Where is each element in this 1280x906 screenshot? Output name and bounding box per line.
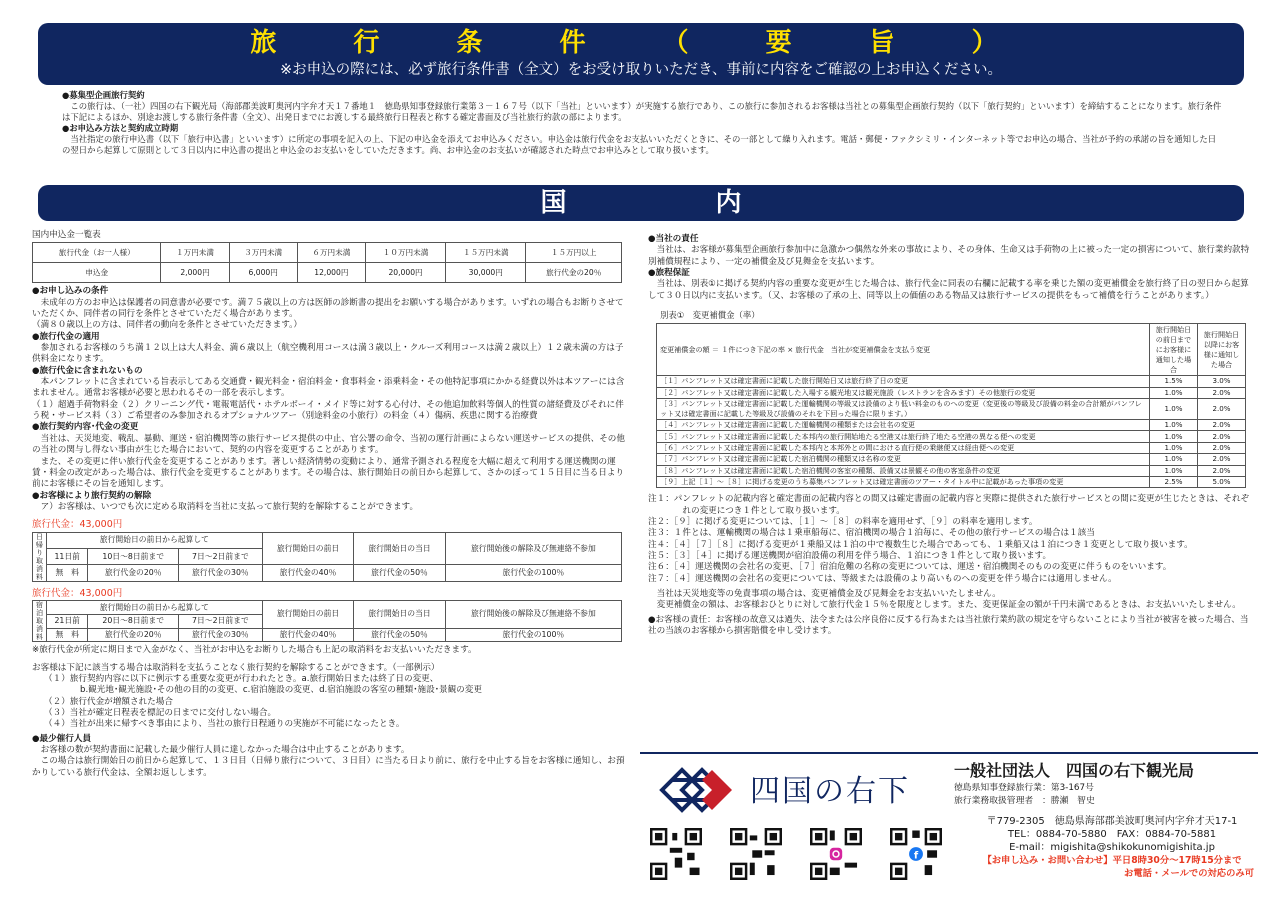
table-cell: 旅行開始日の前日から起算して xyxy=(47,601,263,615)
table-cell: 旅行代金（お一人様） xyxy=(33,243,161,263)
table-row xyxy=(33,243,622,263)
table-row xyxy=(657,465,1246,476)
table-row xyxy=(657,454,1246,465)
table-cell: 1.0% xyxy=(1150,387,1198,398)
table-cell: 1.0% xyxy=(1150,398,1198,419)
table-cell: 7日〜2日前まで xyxy=(178,549,262,565)
table-cell: 30,000円 xyxy=(446,263,526,283)
table-row xyxy=(657,431,1246,442)
list-item: 注２：［９］に掲げる変更については、［１］〜［８］の料率を適用せず、［９］の料率を適用します。 xyxy=(648,516,1038,527)
compensation-table xyxy=(656,323,1246,488)
section-text: ●お客様の責任：お客様の故意又は過失、法令または公序良俗に反する行為または当社旅行業約款の規定を守らないことにより当社が被害を被った場合、当社の当該のお客様から損害賠償を申し受けます。 xyxy=(648,614,1249,637)
section-text: 当社は、お客様が募集型企画旅行参加中に急激かつ偶然な外来の事故により、その身体、生命又は手荷物の上に被った一定の損害について、旅行業約款特別補償規程により、一定の補償金及び見舞金を支払います。 xyxy=(648,245,1250,267)
org-name: 一般社団法人 四国の右下観光局 xyxy=(954,761,1195,780)
table-cell: ［４］パンフレット又は確定書面に記載した運輸機関の種類または会社名の変更 xyxy=(657,419,1150,430)
table-row xyxy=(33,601,622,615)
table-cell: 1.0% xyxy=(1150,465,1198,476)
table-cell: ［９］上記［１］〜［８］に掲げる変更のうち募集パンフレット又は確定書面のツアー・タイトル中に記載があった事項の変更 xyxy=(657,476,1150,487)
table-row xyxy=(657,476,1246,487)
contact-info xyxy=(962,815,1262,880)
section-text: 当社は天災地変等の免責事項の場合は、変更補償金及び見舞金をお支払いいたしません。 xyxy=(656,589,1001,600)
table-cell: 旅行代金の20％ xyxy=(88,628,179,642)
left-column xyxy=(32,230,632,779)
compensation-table-title: 別表① 変更補償金（率） xyxy=(660,310,760,321)
intro-text-1: この旅行は、（一社）四国の右下観光局（海部郡美波町奥河内字弁才天１７番地１ 徳島県知事登録旅行業第３－１６７号（以下「当社」といいます）が実施する旅行であり、この旅行に参加されるお客様は当社との募集型企画旅行契約（以下「旅行契約」といいます）を締結することになります。旅行条件は下記によるほか、別途お渡しする旅行条件書（全文）、出発日までにお渡しする最終旅行日程表と称する確定書面及び当社旅行約款の部によります。 xyxy=(62,101,1222,123)
table-cell: 旅行代金の30％ xyxy=(178,628,262,642)
cancel-note: ※旅行代金が所定に期日まで入金がなく、当社がお申込をお断りした場合も上記の取消料をお支払いいただきます。 xyxy=(32,645,477,656)
section-text: 当社は、天災地変、戦乱、暴動、運送・宿泊機関等の旅行サービス提供の中止、官公署の命令、当初の運行計画によらない運送サービスの提供、その他の当社の関与し得ない事由が生じた場合において、契約の内容を変更することがあります。 xyxy=(32,433,625,456)
org-registration: 徳島県知事登録旅行業：第3-167号 xyxy=(954,783,1094,793)
intro-section xyxy=(62,90,1222,157)
list-item: 注３：１件とは、運輸機関の場合は１乗車船毎に、宿泊機関の場合１泊毎に、その他の旅行サービスの場合は１該当 xyxy=(648,528,1095,539)
section-heading: ●最少催行人員 xyxy=(32,733,92,744)
list-item: （３）当社が確定日程表を標記の日までに交付しない場合。 xyxy=(44,708,277,718)
table-cell: ［６］パンフレット又は確定書面に記載した本邦内と本邦外との間における直行便の乗継便又は経由便への変更 xyxy=(657,442,1150,453)
contact-method-note: お電話・メールでの対応のみ可 xyxy=(1124,868,1254,879)
table-row xyxy=(657,419,1246,430)
table-cell: 12,000円 xyxy=(297,263,365,283)
list-item: （２）旅行代金が増額された場合 xyxy=(44,696,173,707)
page-subtitle: ※お申込の際には、必ず旅行条件書（全文）をお受け取りいただき、事前に内容をご確認の上お申込ください。 xyxy=(279,62,1003,78)
section-text: 当社は、別表①に掲げる契約内容の重要な変更が生じた場合は、旅行代金に同表の右欄に記載する率を乗じた額の変更補償金を旅行終了日の翌日から起算して３０日以内に支払います。（又、お客様の了承の上、同等以上の価値のある物品又は旅行サービスの提供をもって補償を行うことがあります。） xyxy=(648,279,1249,301)
organization-info xyxy=(954,760,1254,808)
table-cell: 2,000円 xyxy=(161,263,229,283)
intro-text-2: 当社指定の旅行申込書（以下「旅行申込書」といいます）に所定の事項を記入の上、下記の申込金を添えてお申込みください。申込金は旅行代金をお支払いいただくときに、その一部として繰り入れます。電話・郵便・ファクシミリ・インターネット等でお申込の場合、当社が予約の承諾の旨を通知した日の翌日から起算して原則として３日以内に申込書の提出と申込金のお支払いをしていただきます。尚、お申込金のお支払いが確認された時点でお申込みとして取り扱います。 xyxy=(62,134,1217,156)
table-cell: 2.0% xyxy=(1198,465,1246,476)
table-cell: 5.0% xyxy=(1198,476,1246,487)
table-row xyxy=(657,398,1246,419)
section-text: お客様は下記に該当する場合は取消料を支払うことなく旅行契約を解除することができます。（一部例示） xyxy=(32,662,440,673)
table-row xyxy=(33,263,622,283)
intro-heading-1: ●募集型企画旅行契約 xyxy=(62,90,145,100)
notes-list xyxy=(648,494,1250,585)
intro-heading-2: ●お申込み方法と契約成立時期 xyxy=(62,123,179,134)
section-text: 参加されるお客様のうち満１２以上は大人料金、満６歳以上（航空機利用コースは満３歳以上・クルーズ利用コースは満２歳以上）１２歳未満の方は子供料金になります。 xyxy=(32,343,624,365)
table-cell: 旅行開始日以降にお客様に通知した場合 xyxy=(1198,324,1246,376)
table-cell: 旅行開始後の解除及び無連絡不参加 xyxy=(445,532,621,565)
table-cell: 無 料 xyxy=(47,565,88,581)
table-cell: 旅行開始日の前日 xyxy=(262,601,354,628)
table-cell: 変更補償金の額 ＝ １件につき下記の率 × 旅行代金 当社が変更補償金を支払う変更 xyxy=(657,324,1150,376)
section-heading: ●旅行代金に含まれないもの xyxy=(32,365,143,376)
list-item: 注４：［４］［７］［８］に掲げる変更が１乗船又は１泊の中で複数生じた場合であっても、１乗船又は１泊につき１変更として取り扱います。 xyxy=(648,539,1193,550)
table-cell: 21日前 xyxy=(47,614,88,628)
table-cell: 1.0% xyxy=(1150,419,1198,430)
table-cell: 1.0% xyxy=(1150,442,1198,453)
section-text: この場合は旅行開始日の前日から起算して、１３日目（日帰り旅行について、３日目）に当たる日より前に、旅行を中止する旨をお客様に通知し、お預かりしている旅行代金は、全額お返しします。 xyxy=(32,756,625,778)
section-heading: ●旅行契約内容･代金の変更 xyxy=(32,422,139,433)
table-cell: ［３］パンフレット又は確定書面に記載した運輸機関の等級又は設備のより低い料金のものへの変更（変更後の等級及び設備の料金の合計額がパンフレット又は確定書面に記載した等級及び設備のそれを下回った場合に限ります。） xyxy=(657,398,1150,419)
table-cell: 2.0% xyxy=(1198,431,1246,442)
section-heading: ●お客様により旅行契約の解除 xyxy=(32,490,152,501)
domestic-banner: 国 内 xyxy=(38,185,1244,221)
table-row xyxy=(33,565,622,581)
table-cell: 宿泊取消料 xyxy=(33,601,47,642)
table-cell: ［８］パンフレット又は確定書面に記載した宿泊機関の客室の種類、設備又は景観その他の客室条件の変更 xyxy=(657,465,1150,476)
list-item: （４）当社が出来に帰すべき事由により、当社の旅行日程通りの実施が不可能になったとき。 xyxy=(44,719,405,730)
office-hours: 【お申し込み・お問い合わせ】平日8時30分〜17時15分まで xyxy=(982,855,1242,866)
list-item: 注７：［４］運送機関の会社名の変更については、等級または設備のより高いものへの変更を伴う場合には適用しません。 xyxy=(648,573,1117,584)
section-heading: ●お申し込みの条件 xyxy=(32,286,109,297)
table-cell: 旅行開始日の前日から起算して xyxy=(47,532,263,548)
cancel-fee-title-stay: 旅行代金：43,000円 xyxy=(32,587,123,599)
list-item: 注６：［４］運送機関の会社名の変更、［７］宿泊危難の名称の変更については、運送・宿泊機関そのものの変更に伴うものをいいます。 xyxy=(648,562,1172,573)
table-cell: ［７］パンフレット又は確定書面に記載した宿泊機関の種類又は名称の変更 xyxy=(657,454,1150,465)
section-heading: ●当社の責任 xyxy=(648,234,699,244)
table-cell: 旅行代金の40％ xyxy=(262,565,354,581)
table-cell: 旅行代金の30％ xyxy=(178,565,262,581)
table-cell: １万円未満 xyxy=(161,243,229,263)
logo-mark-icon xyxy=(654,762,740,818)
table-cell: ６万円未満 xyxy=(297,243,365,263)
title-banner xyxy=(38,23,1244,85)
table-cell: ［５］パンフレット又は確定書面に記載した本邦内の旅行開始地たる空港又は旅行終了地たる空港の異なる便への変更 xyxy=(657,431,1150,442)
table-cell: 20,000円 xyxy=(365,263,445,283)
table-cell: １５万円未満 xyxy=(446,243,526,263)
cancel-fee-table-stay xyxy=(32,600,622,642)
table-cell: 20日〜8日前まで xyxy=(88,614,179,628)
table-cell: 旅行代金の50％ xyxy=(354,628,446,642)
table-row xyxy=(33,532,622,548)
table-cell: 旅行代金の20％ xyxy=(526,263,622,283)
table-cell: 無 料 xyxy=(47,628,88,642)
table-cell: 1.0% xyxy=(1150,454,1198,465)
table-cell: 11日前 xyxy=(47,549,88,565)
qr-code-instagram-icon[interactable] xyxy=(810,828,862,880)
section-text: また、その変更に伴い旅行代金を変更することがあります。著しい経済情勢の変動により、通常予測される程度を大幅に超えて利用する運送機関の運賃・料金の改定があった場合は、旅行代金を変更することがあります。その場合は、旅行開始日の前日から起算して、さかのぼって１５日目に当る日より前にお客様にその旨を通知します。 xyxy=(32,456,625,490)
qr-code-facebook-icon[interactable] xyxy=(890,828,942,880)
cancel-fee-table-daytrip xyxy=(32,532,622,582)
table-cell: 旅行代金の20％ xyxy=(88,565,179,581)
footer-divider xyxy=(640,752,1258,754)
qr-code-icon[interactable] xyxy=(730,828,782,880)
table-row xyxy=(657,376,1246,387)
section-text: （満８０歳以上の方は、同伴者の動向を条件とさせていただきます。） xyxy=(32,320,303,331)
right-column xyxy=(648,234,1250,637)
org-manager: 旅行業務取扱管理者 ：勝瀬 智史 xyxy=(954,796,1095,806)
table-cell: 旅行代金の50％ xyxy=(354,565,446,581)
table-cell: ［２］パンフレット又は確定書面に記載した入場する観光地又は観光施設（レストランを含みます）その他旅行の変更 xyxy=(657,387,1150,398)
table-cell: 2.0% xyxy=(1198,387,1246,398)
table-cell: 1.0% xyxy=(1150,431,1198,442)
cancel-fee-title-daytrip: 旅行代金：43,000円 xyxy=(32,519,123,531)
deposit-caption: 国内申込金一覧表 xyxy=(32,230,101,240)
table-cell: 2.5% xyxy=(1150,476,1198,487)
table-cell: 旅行代金の100％ xyxy=(445,628,621,642)
table-cell: 日帰り取消料 xyxy=(33,532,47,581)
email[interactable]: E-mail：migishita@shikokunomigishita.jp xyxy=(1009,842,1215,853)
table-cell: 2.0% xyxy=(1198,398,1246,419)
table-cell: 10日〜8日前まで xyxy=(88,549,179,565)
table-row xyxy=(33,628,622,642)
logo xyxy=(654,762,934,822)
table-cell: 2.0% xyxy=(1198,442,1246,453)
table-cell: 旅行代金の40％ xyxy=(262,628,354,642)
table-cell: 2.0% xyxy=(1198,419,1246,430)
section-text: （１）超過手荷物料金（２）クリーニング代・電報電話代・ホテルボーイ・メイド等に対する心付け、その他追加飲料等個人的性質の諸経費及びそれに伴う税・サービス料（３）ご希望者のみ参加されるオプショナルツアー（別途料金の小旅行）の料金（４）傷病、疾患に関する治療費 xyxy=(32,399,624,422)
table-row xyxy=(657,387,1246,398)
list-item: 注１：パンフレットの記載内容と確定書面の記載内容との間又は確定書面の記載内容と実際に提供された旅行サービスとの間に変更が生じたときは、それぞれの変更につき１件として取り扱います。 xyxy=(648,494,1250,516)
table-cell: 旅行開始日の当日 xyxy=(354,532,446,565)
phone-fax: TEL：0884-70-5880 FAX：0884-70-5881 xyxy=(1007,829,1217,840)
table-cell: ［１］パンフレット又は確定書面に記載した旅行開始日又は旅行終了日の変更 xyxy=(657,376,1150,387)
table-cell: 旅行代金の100％ xyxy=(445,565,621,581)
address: 〒779-2305 徳島県海部郡美波町奥河内字弁才天17-1 xyxy=(986,816,1238,827)
logo-text: 四国の右下 xyxy=(750,774,910,809)
section-text: お客様の数が契約書面に記載した最少催行人員に達しなかった場合は中止することがあります。 xyxy=(40,745,410,756)
table-cell: 申込金 xyxy=(33,263,161,283)
table-cell: 旅行開始日の当日 xyxy=(354,601,446,628)
section-text: ア）お客様は、いつでも次に定める取消料を当社に支払って旅行契約を解除することができます。 xyxy=(40,501,419,512)
section-heading: ●旅程保証 xyxy=(648,268,690,279)
table-cell: ３万円未満 xyxy=(229,243,297,263)
list-item: （１）旅行契約内容に以下に例示する重要な変更が行われたとき。a.旅行開始日または終了日の変更、 xyxy=(44,673,439,684)
table-cell: 旅行開始日の前日 xyxy=(262,532,354,565)
table-row xyxy=(657,442,1246,453)
deposit-table xyxy=(32,242,622,283)
table-cell: １０万円未満 xyxy=(365,243,445,263)
section-text: 未成年の方のお申込は保護者の同意書が必要です。満７５歳以上の方は医師の診断書の提出をお願いする場合があります。いずれの場合もお断りさせていただくか、同伴者の同行を条件とさせていただく場合があります。 xyxy=(32,297,624,320)
svg-text:f: f xyxy=(913,850,919,862)
table-cell: 1.5% xyxy=(1150,376,1198,387)
list-item: 注５：［３］［４］に掲げる運送機関が宿泊設備の利用を伴う場合、１泊につき１件として取り扱います。 xyxy=(648,551,1052,561)
table-row xyxy=(657,324,1246,376)
table-cell: 3.0% xyxy=(1198,376,1246,387)
table-cell: 7日〜2日前まで xyxy=(178,614,262,628)
qr-code-icon[interactable] xyxy=(650,828,702,880)
table-cell: 旅行開始後の解除及び無連絡不参加 xyxy=(445,601,621,628)
section-text: 変更補償金の額は、お客様おひとりに対して旅行代金１５％を限度とします。また、変更保証金の額が千円未満であるときは、お支払いいたしません。 xyxy=(656,600,1241,611)
table-cell: 旅行開始日の前日までにお客様に通知した場合 xyxy=(1150,324,1198,376)
table-cell: 2.0% xyxy=(1198,454,1246,465)
list-item: b.観光地･観光施設･その他の目的の変更、c.宿泊施設の変更、d.宿泊施設の客室の種類･施設･景観の変更 xyxy=(80,685,482,696)
section-heading: ●旅行代金の適用 xyxy=(32,331,100,342)
table-cell: １５万円以上 xyxy=(526,243,622,263)
section-text: 本パンフレットに含まれている旨表示してある交通費・観光料金・宿泊料金・食事料金・添乗料金・その他特記事項にかかる経費以外は本ツアーには含まれません。通常お客様が必要と思われるその一部を表示します。 xyxy=(32,377,625,399)
page-title: 旅 行 条 件 （ 要 旨 ） xyxy=(250,28,1032,58)
table-cell: 6,000円 xyxy=(229,263,297,283)
